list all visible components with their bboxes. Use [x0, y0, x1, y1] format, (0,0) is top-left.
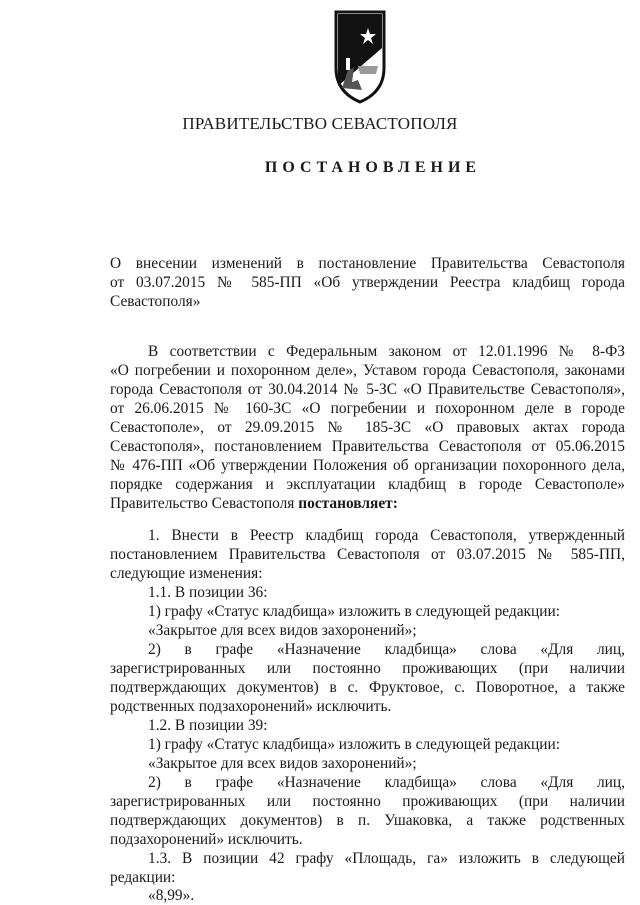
preamble-line-6: Севастополя», постановлением Правительства Севастополя от 05.06.2015	[110, 438, 625, 455]
item-1-2-sub-2-line-1: 2) в графе «Назначение кладбища» слова «Для лиц,	[148, 774, 625, 791]
item-1-3-line-2: редакции:	[110, 869, 176, 886]
title-line-2: от 03.07.2015 № 585-ПП «Об утверждении Реестра кладбищ города	[110, 274, 625, 291]
preamble-line-3: города Севастополя от 30.04.2014 № 5-ЗС «О Правительстве Севастополя»,	[110, 381, 625, 398]
item-1-1-sub-2-line-2: зарегистрированных или постоянно проживающих (при наличии	[110, 660, 625, 677]
preamble-line-9	[110, 494, 625, 513]
preamble-line-4: от 26.06.2015 № 160-ЗС «О погребении и похоронном деле в городе	[110, 400, 625, 417]
item-1-2-sub-1-value: «Закрытое для всех видов захоронений»;	[148, 755, 417, 772]
item-1-line-2: постановлением Правительства Севастополя от 03.07.2015 № 585-ПП,	[110, 546, 625, 563]
preamble-line-8: порядке содержания и эксплуатации кладбищ в городе Севастополе»	[110, 476, 625, 493]
item-1-1-sub-2-line-3: подтверждающих документов) в с. Фруктовое, с. Поворотное, а также	[110, 679, 625, 696]
item-1-2-sub-2-line-3: подтверждающих документов) в п. Ушаковка, а также родственных	[110, 812, 625, 829]
preamble-line-2: «О погребении и похоронном деле», Уставом города Севастополя, законами	[110, 362, 625, 379]
organization-name: ПРАВИТЕЛЬСТВО СЕВАСТОПОЛЯ	[182, 114, 458, 133]
item-1-line-3: следующие изменения:	[110, 565, 263, 582]
government-name: Правительство Севастополя	[110, 495, 295, 512]
title-line-1: О внесении изменений в постановление Правительства Севастополя	[110, 255, 625, 272]
title-line-3: Севастополя»	[110, 293, 201, 310]
item-1-1-heading: 1.1. В позиции 36:	[148, 584, 268, 601]
item-1-1-sub-2-line-4: родственных подзахоронений» исключить.	[110, 698, 392, 715]
document-type-title: ПОСТАНОВЛЕНИЕ	[264, 159, 482, 176]
item-1-2-heading: 1.2. В позиции 39:	[148, 717, 268, 734]
item-1-2-sub-2-line-2: зарегистрированных или постоянно проживающих (при наличии	[110, 793, 625, 810]
item-1-line-1: 1. Внести в Реестр кладбищ города Севастополя, утвержденный	[148, 527, 625, 544]
item-1-3-value: «8,99».	[148, 887, 195, 904]
preamble-line-7: № 476-ПП «Об утверждении Положения об организации похоронного дела,	[110, 457, 625, 474]
item-1-3-line-1: 1.3. В позиции 42 графу «Площадь, га» изложить в следующей	[148, 850, 625, 867]
item-1-1-sub-1: 1) графу «Статус кладбища» изложить в следующей редакции:	[148, 603, 561, 620]
item-1-2-sub-2-line-4: подзахоронений» исключить.	[110, 831, 303, 848]
preamble-line-5: Севастополе», от 29.09.2015 № 185-ЗС «О правовых актах города	[110, 419, 625, 436]
item-1-1-sub-2-line-1: 2) в графе «Назначение кладбища» слова «Для лиц,	[148, 641, 625, 658]
preamble-line-1: В соответствии с Федеральным законом от 12.01.1996 № 8-ФЗ	[148, 343, 625, 360]
sevastopol-coat-of-arms-icon	[328, 8, 392, 106]
item-1-1-sub-1-value: «Закрытое для всех видов захоронений»;	[148, 622, 417, 639]
resolves-keyword: постановляет:	[298, 495, 398, 512]
item-1-2-sub-1: 1) графу «Статус кладбища» изложить в следующей редакции:	[148, 736, 561, 753]
